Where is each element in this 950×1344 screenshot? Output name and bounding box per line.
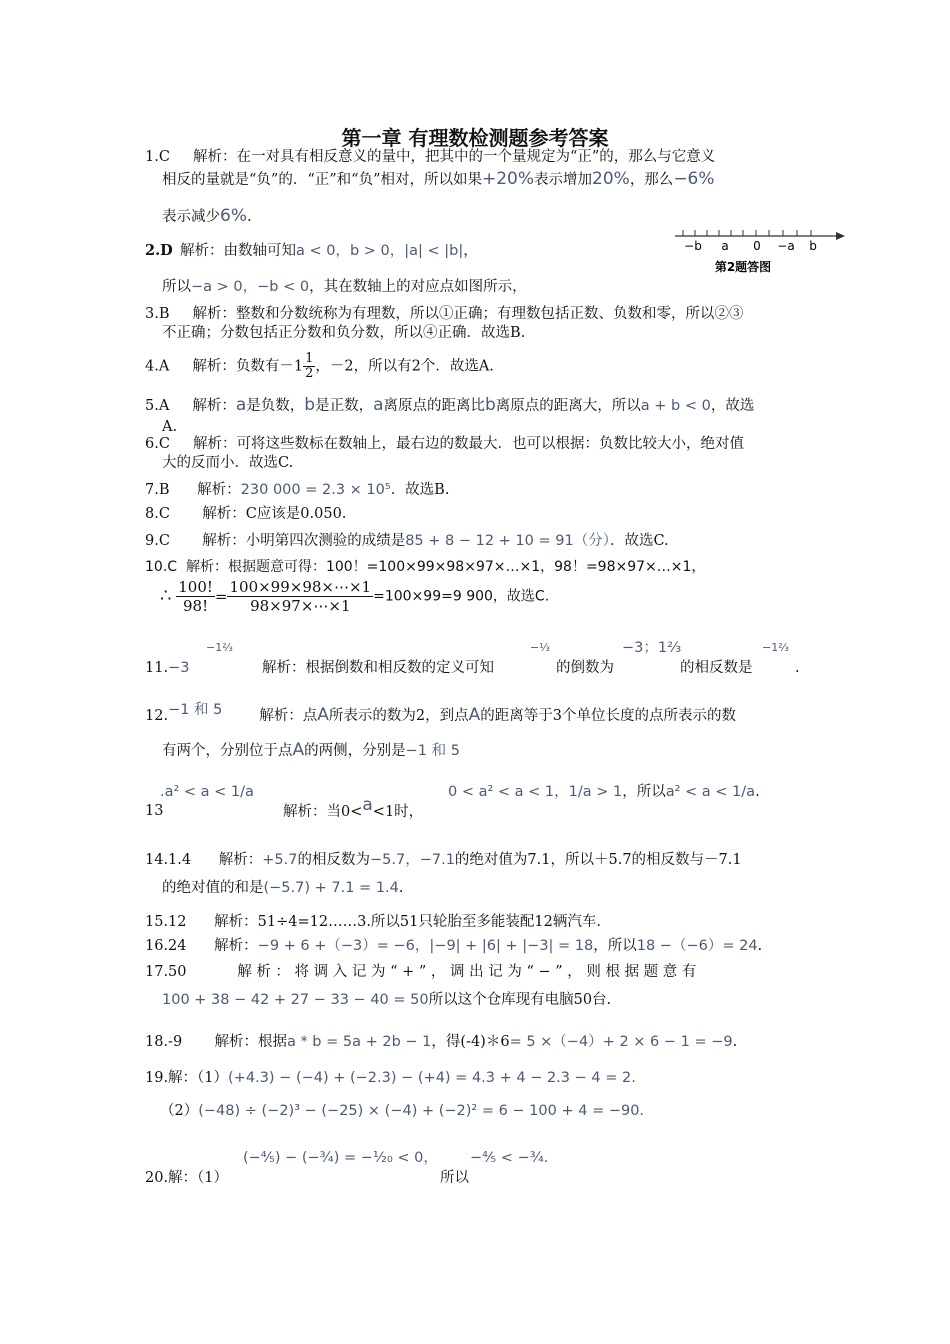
q4-label: 4.A	[145, 358, 170, 375]
q11-math: −3	[168, 660, 190, 676]
q1-text: ，那么	[629, 172, 674, 188]
q5-text: A.	[162, 419, 178, 435]
q1-text: .	[246, 209, 252, 225]
q5-text: 离原点的距离大，所以	[495, 398, 641, 414]
q19-line2	[160, 1101, 644, 1121]
q10-text: 解析：根据题意可得：100！=100×99×98×97×…×1，98！=98×97×…×1，	[185, 559, 706, 575]
q10-fraction-2: $\frac{100\times 99\times 98\times\cdots\times 1}{98\times 97\times\cdots\times 1}$	[229, 578, 372, 615]
q15-text: 解析：51÷4=12……3.所以51只轮胎至多能装配12辆汽车.	[214, 914, 601, 930]
q7-line	[145, 480, 449, 500]
q19-label: 19.解：（1）	[145, 1070, 229, 1086]
q14-label: 14.1.4	[145, 852, 192, 868]
q14-text: .	[398, 880, 404, 896]
q1-math: −6%	[673, 169, 715, 189]
tick-label: −a	[777, 239, 795, 253]
q2-text: ，	[463, 243, 478, 259]
q10-line2	[160, 578, 549, 615]
q13-math: a² < a < 1/a	[665, 784, 756, 800]
q18-text: ，得(-4)＊6	[431, 1034, 510, 1050]
q17-line1	[145, 962, 696, 982]
q7-text: 解析：	[197, 482, 241, 498]
q9-line	[145, 531, 669, 551]
q1-line1	[145, 147, 715, 167]
q12-text: 有两个，分别位于点	[162, 743, 293, 759]
q4-line	[145, 352, 494, 381]
q1-line3	[162, 206, 252, 227]
q4-text: 解析：负数有－1	[192, 358, 304, 375]
q20-text: 所以	[440, 1170, 469, 1186]
tick-label: b	[809, 239, 817, 253]
q9-math: 85 + 8 − 12 + 10 = 91（分）	[405, 533, 610, 549]
q9-text: 解析：小明第四次测验的成绩是	[202, 533, 406, 549]
q12-label: 12.	[145, 708, 169, 724]
q11-label: 11.	[145, 660, 169, 676]
q1-line2	[162, 169, 715, 190]
q5-math: b	[304, 395, 316, 415]
q14-text: 的绝对值的和是	[162, 880, 264, 896]
q16-line	[145, 936, 762, 956]
q8-label: 8.C	[145, 506, 170, 522]
q10-line1	[145, 557, 705, 577]
q5-text: 是正数，	[315, 398, 374, 414]
q15-label: 15.12	[145, 914, 187, 930]
q16-math: 18 −（−6）= 24	[636, 938, 758, 954]
q2-text: 所以	[162, 279, 191, 295]
q20-label: 20.解：（1）	[145, 1170, 229, 1186]
q17-line2	[162, 990, 611, 1010]
tick-label: 0	[753, 239, 761, 253]
q18-math: = 5 ×（−4）+ 2 × 6 − 1 = −9	[509, 1034, 733, 1050]
q3-line2	[162, 323, 525, 343]
q9-text: ．故选C.	[609, 533, 669, 549]
q13-line2	[283, 795, 424, 822]
q18-text: 解析：根据	[214, 1034, 287, 1050]
q5-label: 5.A	[145, 398, 170, 414]
q12-text: 所表示的数为2，到点	[328, 708, 469, 724]
q12-math: −1 和 5	[405, 743, 460, 759]
axis-arrow	[836, 232, 845, 240]
number-line-svg	[673, 225, 848, 285]
q7-label: 7.B	[145, 482, 170, 498]
q18-math: a * b = 5a + 2b − 1	[286, 1034, 432, 1050]
q17-text: 所以这个仓库现有电脑50台.	[428, 992, 612, 1008]
q9-label: 9.C	[145, 533, 170, 549]
q7-text: ．故选B.	[390, 482, 450, 498]
q10-text: =100×99=9 900，故选C.	[373, 588, 550, 605]
therefore-symbol: ∴	[160, 585, 172, 607]
q20-math-2: −⁴⁄₅ < −¾.	[470, 1150, 549, 1166]
q12-text: 的两侧，分别是	[304, 743, 406, 759]
q14-math: −5.7，−7.1	[370, 852, 455, 868]
number-line-figure	[673, 225, 848, 285]
q19-math: (+4.3) − (−4) + (−2.3) − (+4) = 4.3 + 4 − 2.3 − 4 = 2.	[228, 1070, 636, 1086]
q16-text: ，所以	[593, 938, 637, 954]
q2-label: 2.D	[145, 242, 173, 259]
q11-label-line	[145, 658, 189, 678]
q19-line1	[145, 1068, 636, 1088]
q16-math: −9 + 6 +（−3）= −6，|−9| + |6| + |−3| = 18	[257, 938, 594, 954]
q18-label: 18.-9	[145, 1034, 183, 1050]
q13-math-1: .a² < a < 1/a	[160, 784, 254, 800]
q11-math-4: −3；1⅔	[622, 640, 682, 656]
q13-label: 13	[145, 803, 164, 819]
q16-text: 解析：	[214, 938, 258, 954]
q13-math: a	[362, 795, 373, 815]
q1-text: 解析：在一对具有相反意义的量中，把其中的一个量规定为“正”的，那么与它意义	[192, 149, 716, 165]
q10-eq: =	[214, 587, 228, 606]
figure-caption: 第2题答图	[714, 260, 772, 274]
q1-text: 相反的量就是“负”的．“正”和“负”相对，所以如果	[162, 172, 482, 188]
q20-math-1: (−⁴⁄₅) − (−¾) = −¹⁄₂₀ < 0，	[243, 1150, 438, 1166]
q12-line1	[145, 702, 737, 726]
q6-label: 6.C	[145, 436, 170, 452]
q5-math: a + b < 0	[640, 398, 711, 414]
q14-math: (−5.7) + 7.1 = 1.4	[263, 880, 399, 896]
q5-text: ，故选	[710, 398, 755, 414]
q12-math: −1 和 5	[168, 702, 223, 718]
q2-text: ，其在数轴上的对应点如图所示，	[309, 279, 527, 295]
q3-text: 解析：整数和分数统称为有理数，所以①正确；有理数包括正数、负数和零，所以②③	[192, 306, 744, 322]
q11-math-3: −⅓	[530, 641, 550, 654]
q7-math: 230 000 = 2.3 × 10⁵	[240, 482, 391, 498]
q5-text: 是负数，	[246, 398, 305, 414]
q5-math: a	[373, 395, 384, 415]
q11-text: 的相反数是	[680, 660, 753, 676]
q2-line2	[162, 277, 527, 297]
q6-text: 大的反而小．故选C.	[162, 455, 294, 471]
q13-text: 解析：当0<	[283, 804, 363, 820]
q11-text: 解析：根据倒数和相反数的定义可知	[262, 660, 494, 676]
q11-line-b	[556, 658, 614, 678]
q15-line	[145, 912, 601, 932]
q11-text: 的倒数为	[556, 660, 614, 676]
q3-label: 3.B	[145, 306, 170, 322]
q13-math: 0 < a² < a < 1，1/a > 1	[448, 784, 623, 800]
q2-math: −a > 0，−b < 0	[191, 279, 310, 295]
q17-text: 解 析 ： 将 调 入 记 为 “ + ” ， 调 出 记 为 “ − ” ， 则 根 据 题 意 有	[237, 964, 697, 980]
tick-label: −b	[684, 239, 702, 253]
q2-line1	[145, 241, 173, 261]
q12-line2	[162, 740, 460, 761]
q14-math: +5.7	[262, 852, 298, 868]
q10-fraction-1: $\frac{100!}{98!}$	[178, 578, 213, 615]
q3-line1	[145, 304, 744, 324]
q8-line	[145, 504, 346, 524]
q4-fraction: $\frac{1}{2}$	[305, 351, 314, 381]
q14-text: 的相反数为	[297, 852, 370, 868]
q11-end: .	[795, 660, 800, 676]
q5-line1	[145, 395, 754, 416]
q16-text: .	[757, 938, 763, 954]
q1-label: 1.C	[145, 149, 170, 165]
q13-text: ，所以	[622, 784, 666, 800]
q11-line-c	[680, 658, 753, 678]
q17-math: 100 + 38 − 42 + 27 − 33 − 40 = 50	[162, 992, 429, 1008]
q18-text: .	[732, 1034, 738, 1050]
q2-math: a < 0，b > 0，|a| < |b|	[296, 243, 464, 259]
q2-line1b	[180, 241, 478, 261]
q12-text: 解析：点	[259, 708, 318, 724]
tick-label: a	[721, 239, 729, 253]
q18-line	[145, 1032, 737, 1052]
q3-text: 不正确；分数包括正分数和负分数，所以④正确．故选B.	[162, 325, 526, 341]
q1-text: 表示增加	[534, 172, 593, 188]
q14-text: 解析：	[218, 852, 263, 868]
q13-line1	[448, 782, 760, 802]
q14-line1	[145, 850, 742, 870]
q2-text: 解析：由数轴可知	[180, 243, 296, 259]
q13-text: .	[755, 784, 760, 800]
q12-math: A	[292, 740, 305, 760]
q1-math: 20%	[592, 169, 630, 189]
q5-math: b	[485, 395, 496, 415]
q12-math: A	[468, 705, 481, 725]
q6-line1	[145, 434, 744, 454]
q1-math: +20%	[481, 169, 535, 189]
q1-math: 6%	[220, 206, 247, 226]
q5-text: 解析：	[192, 398, 236, 414]
q4-text: ，－2，所以有2个．故选A.	[315, 358, 494, 375]
q11-math-2: −1⅔	[206, 641, 233, 654]
q13-text: <1时，	[372, 804, 424, 820]
q17-label: 17.50	[145, 964, 187, 980]
q8-text: 解析：C应该是0.050.	[202, 506, 347, 522]
q14-text: 的绝对值为7.1，所以＋5.7的相反数与－7.1	[454, 852, 742, 868]
q10-label: 10.C	[145, 559, 178, 575]
q19-math: (−48) ÷ (−2)³ − (−25) × (−4) + (−2)² = 6 − 100 + 4 = −90.	[198, 1103, 645, 1119]
q5-math: a	[235, 395, 247, 415]
q14-line2	[162, 878, 404, 898]
q6-line2	[162, 453, 293, 473]
q19-label-2: （2）	[160, 1103, 199, 1119]
q11-math-5: −1⅔	[762, 641, 789, 654]
q12-math: A	[317, 705, 329, 725]
page-title: 第一章 有理数检测题参考答案	[341, 126, 609, 150]
q5-text: 离原点的距离比	[383, 398, 485, 414]
q6-text: 解析：可将这些数标在数轴上，最右边的数最大．也可以根据：负数比较大小，绝对值	[192, 436, 744, 452]
q12-text: 的距离等于3个单位长度的点所表示的数	[480, 708, 737, 724]
q16-label: 16.24	[145, 938, 187, 954]
q1-text: 表示减少	[162, 209, 220, 225]
q11-line	[262, 658, 494, 678]
